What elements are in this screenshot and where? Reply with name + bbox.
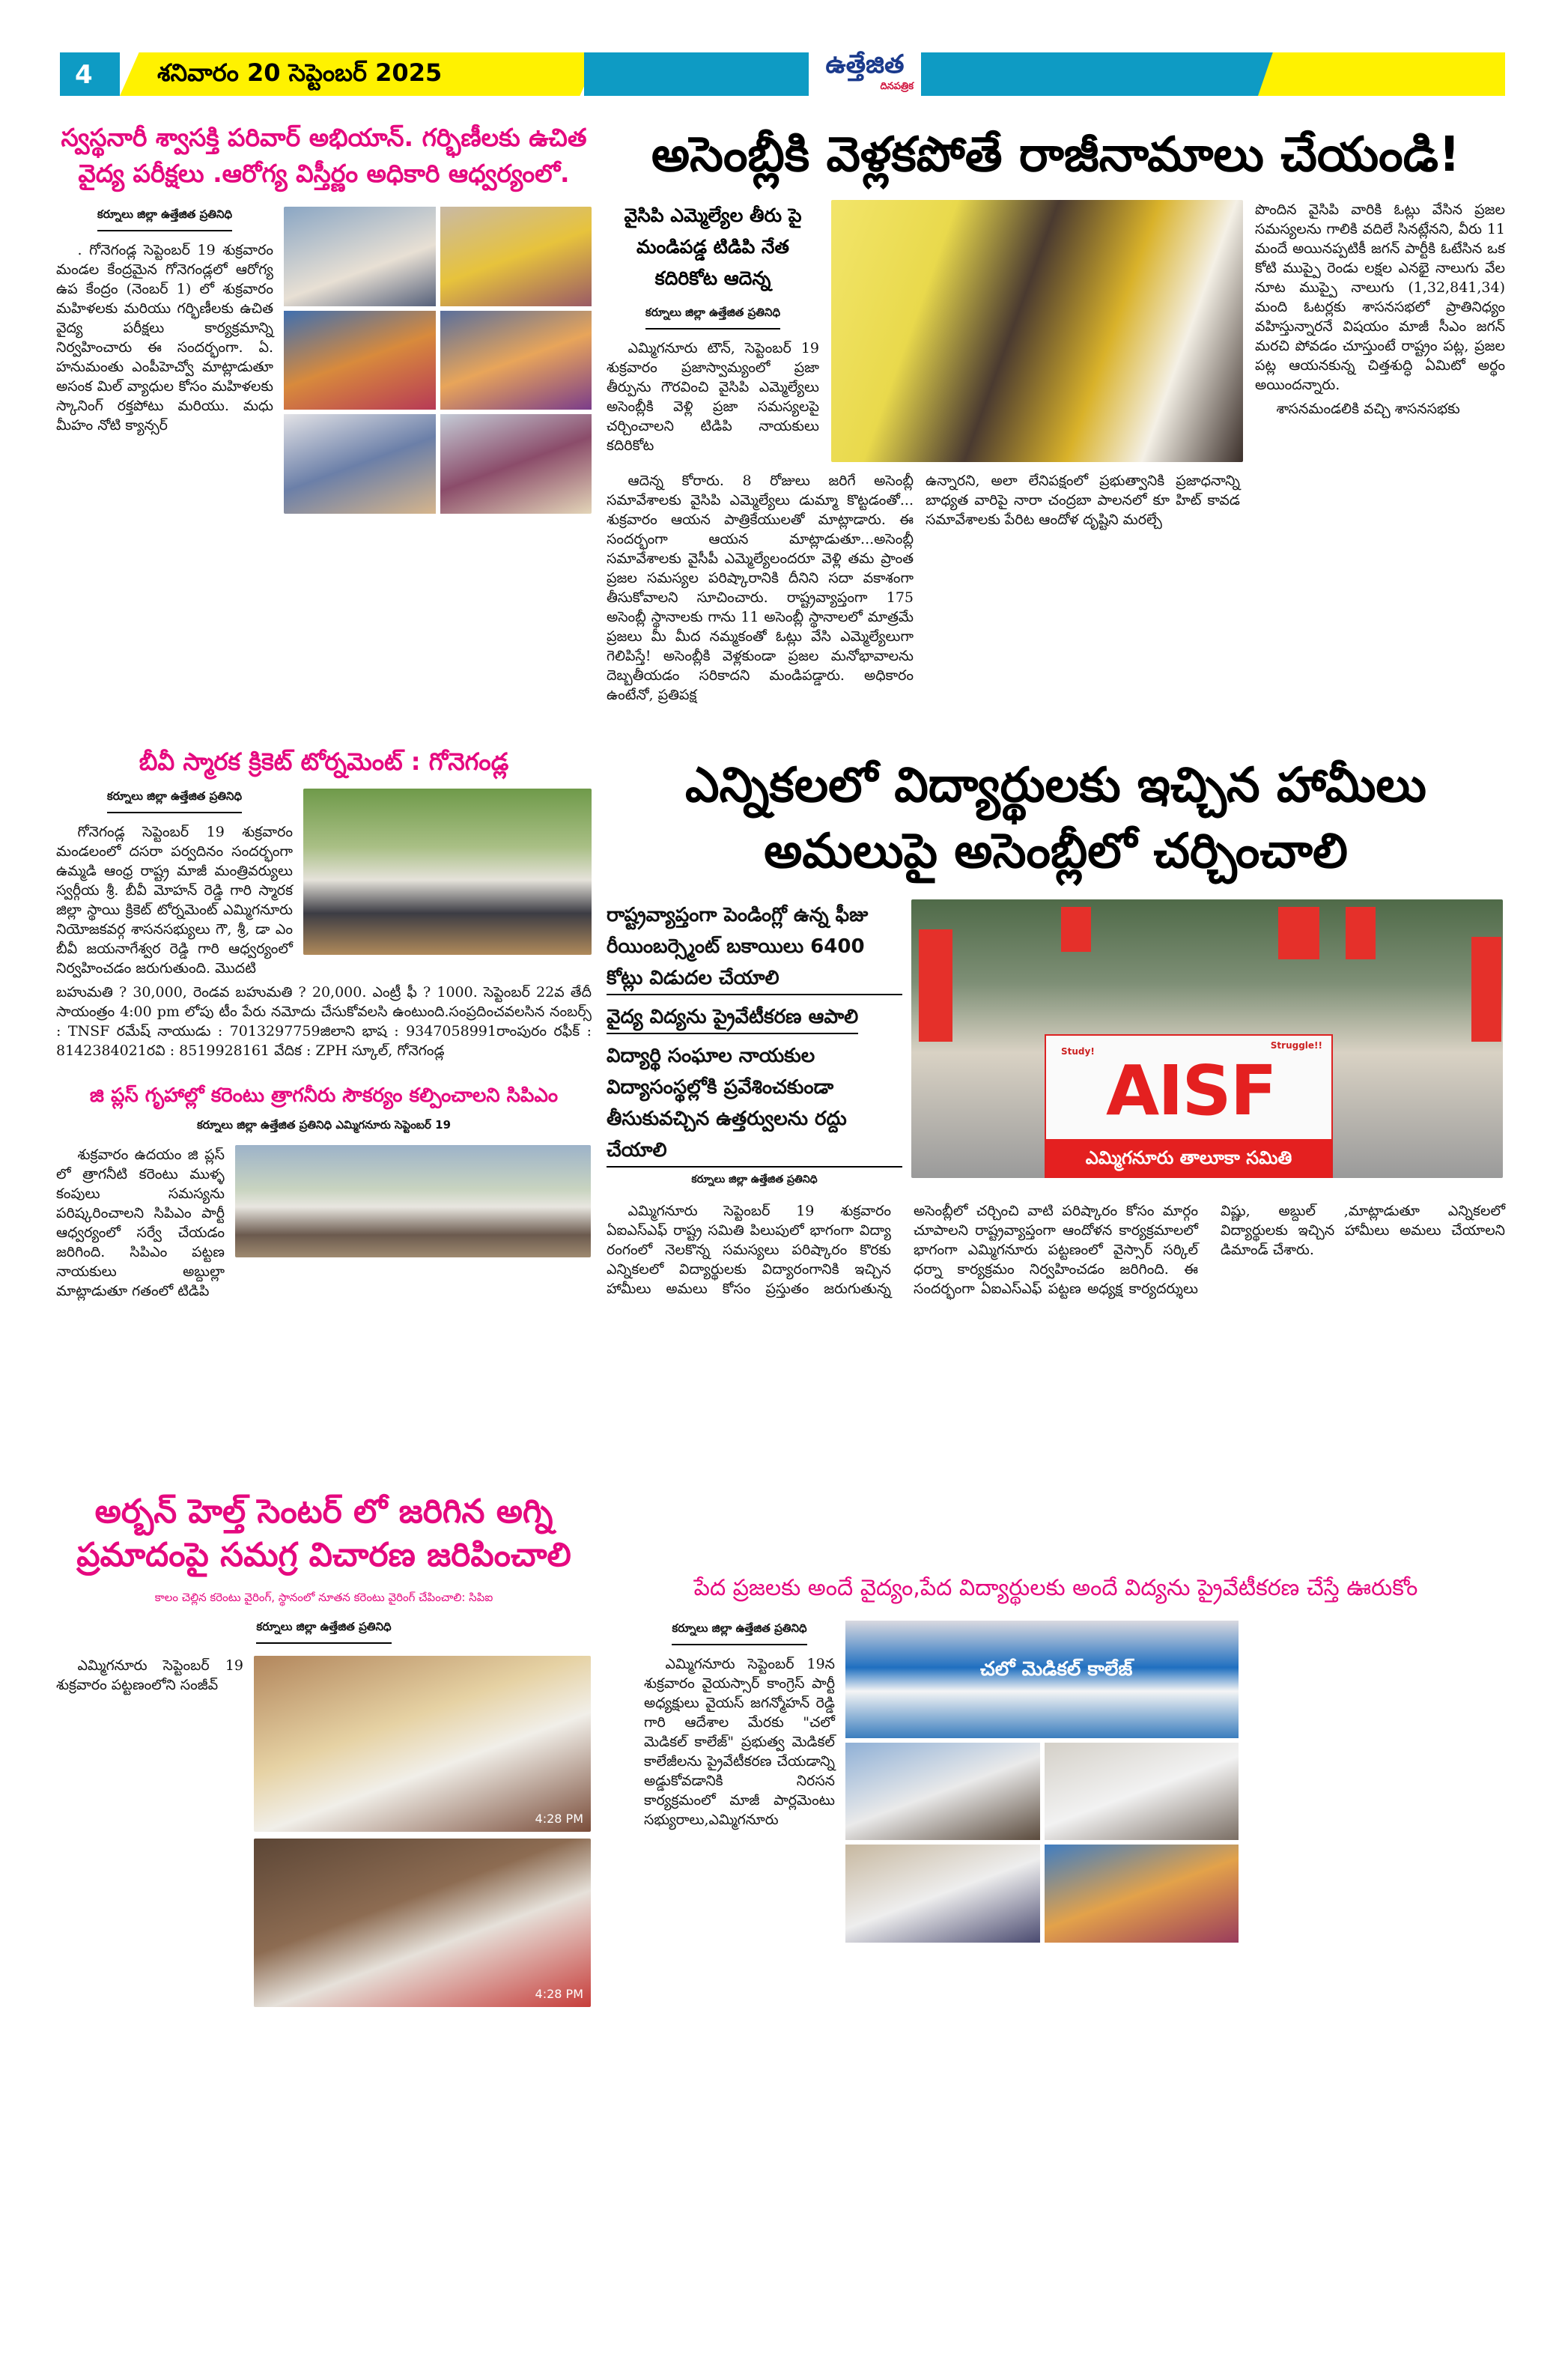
masthead-logo <box>816 48 914 102</box>
assembly-article <box>607 124 1505 745</box>
tdp-leader-photo <box>831 200 1243 462</box>
header-band-mid-left <box>584 52 809 96</box>
students-article <box>607 753 1505 1573</box>
fire-photo-1 <box>254 1656 591 1832</box>
cricket-body-continued: బహుమతి ? 30,000, రెండవ బహుమతి ? 20,000. ఎంట్రీ ఫీ ? 1000. సెప్టెంబర్ 22వ తేదీ సాయంత్రం 4:00 pm లోపు టీం పేరు నమోదు చేసుకోవలసి ఉంటుంది.సంప్రదించవలసిన నంబర్స్ : TNSF రమేష్ నాయుడు : 7013297759జిలాని భాష : 9347058991రాంపురం రఫీక్ : 8142384021రవి : 8519928161 వేదిక : ZPH స్కూల్, గోనెగండ్ల <box>56 984 592 1059</box>
cricket-headline: బీవీ స్మారక క్రికెట్ టోర్నమెంట్ : గోనెగండ్ల <box>139 747 509 776</box>
health-photo-6 <box>440 414 592 514</box>
medical-photo-5 <box>1045 1845 1239 1943</box>
page-number: 4 <box>75 60 93 90</box>
health-camp-photo-grid <box>284 207 592 514</box>
fire-subheadline: కాలం చెల్లిన కరెంటు వైరింగ్, స్థానంలో నూతన కరెంటు వైరింగ్ చేపించాలి: సిపిఐ <box>154 1591 493 1604</box>
medical-byline: కర్నూలు జిల్లా ఉత్తేజిత ప్రతినిధి <box>672 1621 806 1645</box>
banner-struggle: Struggle!! <box>1270 1040 1322 1051</box>
fire-body: ఎమ్మిగనూరు సెప్టెంబర్ 19 శుక్రవారం పట్టణంలోని సంజీవ్ <box>56 1657 243 1693</box>
assembly-body-main: ఆదెన్న కోరారు. 8 రోజులు జరిగే అసెంబ్లీ సమావేశాలకు వైసిపి ఎమ్మెల్యేలు డుమ్మా కొట్టడంతో... శుక్రవారం ఆయన పాత్రికేయులతో మాట్లాడారు. ఈ సందర్భంగా ఆయన మాట్లాడుతూ...అసెంబ్లీ సమావేశాలకు వైసీపీ ఎమ్మెల్యేలందరూ వెళ్లి తమ ప్రాంత ప్రజల సమస్యల పరిష్కారానికి దీనిని సదా వకాశంగా తీసుకోవాలని సూచించారు. రాష్ట్రవ్యాప్తంగా 175 అసెంబ్లీ స్థానాలకు గాను 11 అసెంబ్లీ స్థానాలలో మాత్రమే ప్రజలు మీ మీద నమ్మకంతో ఓట్లు వేసి ఎమ్మెల్యేలుగా గెలిపిస్తే! అసెంబ్లీకి వెళ్లకుండా ప్రజల మనోభావాలను దెబ్బతీయడం సరికాదని మండిపడ్డారు. అధికారం ఉంటేనో, ప్రతిపక్ష <box>607 473 914 703</box>
cpm-byline: కర్నూలు జిల్లా ఉత్తేజిత ప్రతినిధి ఎమ్మిగనూరు సెప్టెంబర్ 19 <box>196 1118 452 1132</box>
fire-headline: అర్బన్ హెల్త్ సెంటర్ లో జరిగిన అగ్ని ప్రమాదంపై సమగ్ర విచారణ జరిపించాలి <box>76 1493 571 1574</box>
students-sub-orders: విద్యార్థి సంఘాల నాయకుల విద్యాసంస్థల్లోకి ప్రవేశించకుండా తీసుకువచ్చిన ఉత్తర్వులను రద్దు చేయాలి <box>607 1040 902 1168</box>
fire-article <box>56 1490 592 2007</box>
medical-photo-4 <box>845 1845 1040 1943</box>
header-band-mid-right <box>921 52 1273 96</box>
students-byline: కర్నూలు జిల్లా ఉత్తేజిత ప్రతినిధి <box>691 1174 818 1185</box>
banner-samithi: ఎమ్మిగనూరు తాలూకా సమితి <box>1046 1139 1331 1177</box>
medical-banner-text: చలో మెడికల్ కాలేజ్ <box>980 1658 1133 1681</box>
flag-2 <box>1278 907 1319 959</box>
students-headline-line1: ఎన్నికలలో విద్యార్థులకు ఇచ్చిన హామీలు <box>685 758 1426 813</box>
banner-study: Study! <box>1061 1046 1095 1057</box>
health-photo-5 <box>284 414 436 514</box>
aisf-protest-photo <box>911 899 1503 1178</box>
health-headline: స్వస్థనారీ శ్వాసక్తి పరివార్ అభియాన్. గర్భిణీలకు ఉచిత వైద్య పరీక్షలు .ఆరోగ్య విస్తీర్ణం అధికారి ఆధ్వర్యంలో. <box>61 123 587 188</box>
students-sub-medical: వైద్య విద్యను ప్రైవేటీకరణ ఆపాలి <box>607 1001 858 1034</box>
health-photo-2 <box>440 207 592 306</box>
cricket-article <box>56 745 592 1082</box>
students-sub-fees: రాష్ట్రవ్యాప్తంగా పెండింగ్లో ఉన్న ఫీజు రీయింబర్స్మెంట్ బకాయిలు 6400 కోట్లు విడుదల చేయాలి <box>607 899 902 995</box>
health-byline: కర్నూలు జిల్లా ఉత్తేజిత ప్రతినిధి <box>97 207 232 231</box>
banner-aisf: AISF <box>1106 1051 1276 1131</box>
flag-1 <box>1061 907 1091 952</box>
students-headline-line2: అమలుపై అసెంబ్లీలో చర్చించాలి <box>764 824 1348 879</box>
fire-photo-2 <box>254 1839 591 2007</box>
flag-right <box>1471 937 1501 1042</box>
flag-3 <box>1346 907 1376 959</box>
health-body: . గోనెగండ్ల సెప్టెంబర్ 19 శుక్రవారం మండల కేంద్రమైన గోనెగండ్లలో ఆరోగ్య ఉప కేంద్రం (నెంబర్ 1) లో శుక్రవారం మహిళలకు మరియు గర్భిణీలకు ఉచిత వైద్య పరీక్షలు కార్యక్రమాన్ని నిర్వహించారు ఈ సందర్భంగా. ఏ. హనుమంతు ఎంపీహెచ్వో మాట్లాడుతూ అసంక మిల్ వ్యాధుల కోసం మహిళలకు స్కానింగ్ రక్తపోటు మరియు. మధు మీహం నోటి క్యాన్సర్ <box>56 242 273 434</box>
health-photo-3 <box>284 311 436 410</box>
health-photo-4 <box>440 311 592 410</box>
students-subheads <box>607 899 902 1188</box>
cpm-headline: జి ప్లస్ గృహాల్లో కరెంటు త్రాగనీరు సౌకర్యం కల్పించాలని సిపిఎం <box>89 1084 559 1107</box>
logo-subtext: దినపత్రిక <box>880 81 914 92</box>
cricket-byline: కర్నూలు జిల్లా ఉత్తేజిత ప్రతినిధి <box>107 789 242 813</box>
medical-article <box>607 1573 1505 1943</box>
fire-byline: కర్నూలు జిల్లా ఉత్తేజిత ప్రతినిధి <box>256 1620 391 1644</box>
cpm-survey-photo <box>235 1145 591 1257</box>
flag-left <box>919 929 952 1042</box>
assembly-subheadline: వైసిపి ఎమ్మెల్యేల తీరు పై మండిపడ్డ టిడిపి నేత కదిరికోట ఆదెన్న <box>624 204 802 289</box>
assembly-body-lead: ఎమ్మిగనూరు టౌన్, సెప్టెంబర్ 19 శుక్రవారం ప్రజాస్వామ్యంలో ప్రజా తీర్పును గౌరవించి వైసిపి ఎమ్మెల్యేలు అసెంబ్లీకి వెళ్లి ప్రజా సమస్యలపై చర్చించాలని టిడిపి నాయకులు కదిరికోట <box>607 340 819 454</box>
left-column <box>56 120 592 2007</box>
medical-protest-photo-grid <box>845 1621 1239 1943</box>
medical-photo-3 <box>1045 1743 1239 1841</box>
right-column <box>607 124 1505 1943</box>
medical-headline: పేద ప్రజలకు అందే వైద్యం,పేద విద్యార్థులకు అందే విద్యను ప్రైవేటీకరణ చేస్తే ఊరుకోం <box>693 1575 1418 1601</box>
logo-text: ఉత్తేజిత <box>825 49 905 79</box>
students-body: ఎమ్మిగనూరు సెప్టెంబర్ 19 శుక్రవారం ఏఐఎస్ఎఫ్ రాష్ట్ర సమితి పిలుపులో భాగంగా విద్యా రంగంలో నెలకొన్న సమస్యలు పరిష్కారం కొరకు ఎన్నికలలో విద్యార్థులకు విద్యారంగానికి ఇచ్చిన హామీలు అమలు కోసం ప్రస్తుతం జరుగుతున్న అసెంబ్లీలో చర్చించి వాటి పరిష్కారం కోసం మార్గం చూపాలని రాష్ట్రవ్యాప్తంగా ఆందోళన కార్యక్రమాలలో భాగంగా ఎమ్మిగనూరు పట్టణంలో వైస్సార్ సర్కిల్ ధర్నా కార్యక్రమం నిర్వహించడం జరిగింది. ఈ సందర్భంగా ఏఐఎస్ఎఫ్ పట్టణ అధ్యక్ష కార్యదర్శులు విష్ణు, అబ్దుల్ ,మాట్లాడుతూ ఎన్నికలలో విద్యార్థులకు ఇచ్చిన హామీలు అమలు చేయాలని డిమాండ్ చేశారు. <box>607 1203 1505 1297</box>
health-photo-1 <box>284 207 436 306</box>
issue-date: శనివారం 20 సెప్టెంబర్ 2025 <box>157 58 443 87</box>
assembly-body-right: పొందిన వైసిపి వారికి ఓట్లు వేసిన ప్రజల సమస్యలను గాలికి వదిలే సినట్లేనని, వీరు 11 మందే అయినప్పటికీ జగన్ పార్టీకి ఓటేసిన ఒక కోటి ముప్పై రెండు లక్షల ఎనభై నాలుగు వేల నూట ముప్పై నాలుగు (1,32,841,34) మంది ఓటర్లకు శాసనసభలో ప్రాతినిధ్యం వహిస్తున్నారనే విషయం మాజీ సీఎం జగన్ మరచి పోవడం చూస్తుంటే రాష్ట్రం పట్ల, ప్రజల పట్ల ఆయనకున్న చిత్తశుద్ధి ఏమిటో అర్థం అయిందన్నారు. <box>1255 201 1505 393</box>
header-band-right <box>1258 52 1505 96</box>
cpm-body: శుక్రవారం ఉదయం జి ప్లస్ లో త్రాగనీటి కరెంటు ముళ్ళ కంపులు సమస్యను పరిష్కరించాలని సిపిఎం పార్టీ ఆధ్వర్యంలో సర్వే చేయడం జరిగింది. సిపిఎం పట్టణ నాయకులు అబ్దుల్లా మాట్లాడుతూ గతంలో టిడిపి <box>56 1147 225 1299</box>
medical-body: ఎమ్మిగనూరు సెప్టెంబర్ 19న శుక్రవారం వైయస్సార్ కాంగ్రెస్ పార్టీ అధ్యక్షులు వైయస్ జగన్మోహన్ రెడ్డి గారి ఆదేశాల మేరకు "చలో మెడికల్ కాలేజ్" ప్రభుత్వ మెడికల్ కాలేజీలను ప్రైవేటీకరణ చేయడాన్ని అడ్డుకోవడానికి నిరసన కార్యక్రమంలో మాజీ పార్లమెంటు సభ్యురాలు,ఎమ్మిగనూరు <box>644 1656 835 1828</box>
aisf-banner <box>1045 1034 1333 1178</box>
health-article <box>56 120 592 745</box>
assembly-byline: కర్నూలు జిల్లా ఉత్తేజిత ప్రతినిధి <box>645 306 780 330</box>
cpm-article <box>56 1082 592 1490</box>
cricket-body: గోనెగండ్ల సెప్టెంబర్ 19 శుక్రవారం మండలంలో దసరా పర్వదినం సందర్భంగా ఉమ్మడి ఆంధ్ర రాష్ట్ర మాజీ మంత్రివర్యులు స్వర్గీయ శ్రీ. బీవీ మోహన్ రెడ్డి గారి స్మారక జిల్లా స్థాయి క్రికెట్ టోర్నమెంట్ ఎమ్మిగనూరు నియోజకవర్గ శాసనసభ్యులు గౌ, శ్రీ, డా ఎం బీవీ జయనాగేశ్వర రెడ్డి గారి ఆధ్వర్యంలో నిర్వహించడం జరుగుతుంది. మొదటి <box>56 824 293 977</box>
assembly-body-col2: ఉన్నారని, అలా లేనిపక్షంలో ప్రభుత్వానికి ప్రజాధనాన్ని బాధ్యత వారిపై నారా చంద్రబా పాలనలో కూ హిట్ కావడ సమావేశాలకు పేరిట ఆందోళ దృష్టిని మరల్చే <box>926 473 1240 528</box>
photo-timestamp: 4:28 PM <box>535 1812 583 1826</box>
assembly-headline: అసెంబ్లీకి వెళ్లకపోతే రాజీనామాలు చేయండి! <box>651 127 1461 183</box>
medical-photo-banner <box>845 1621 1239 1738</box>
assembly-body-right-2: శాసనమండలికి వచ్చి శాసనసభకు <box>1276 401 1460 417</box>
cricket-team-photo <box>303 789 592 955</box>
medical-photo-2 <box>845 1743 1040 1841</box>
photo-timestamp: 4:28 PM <box>535 1987 583 2001</box>
